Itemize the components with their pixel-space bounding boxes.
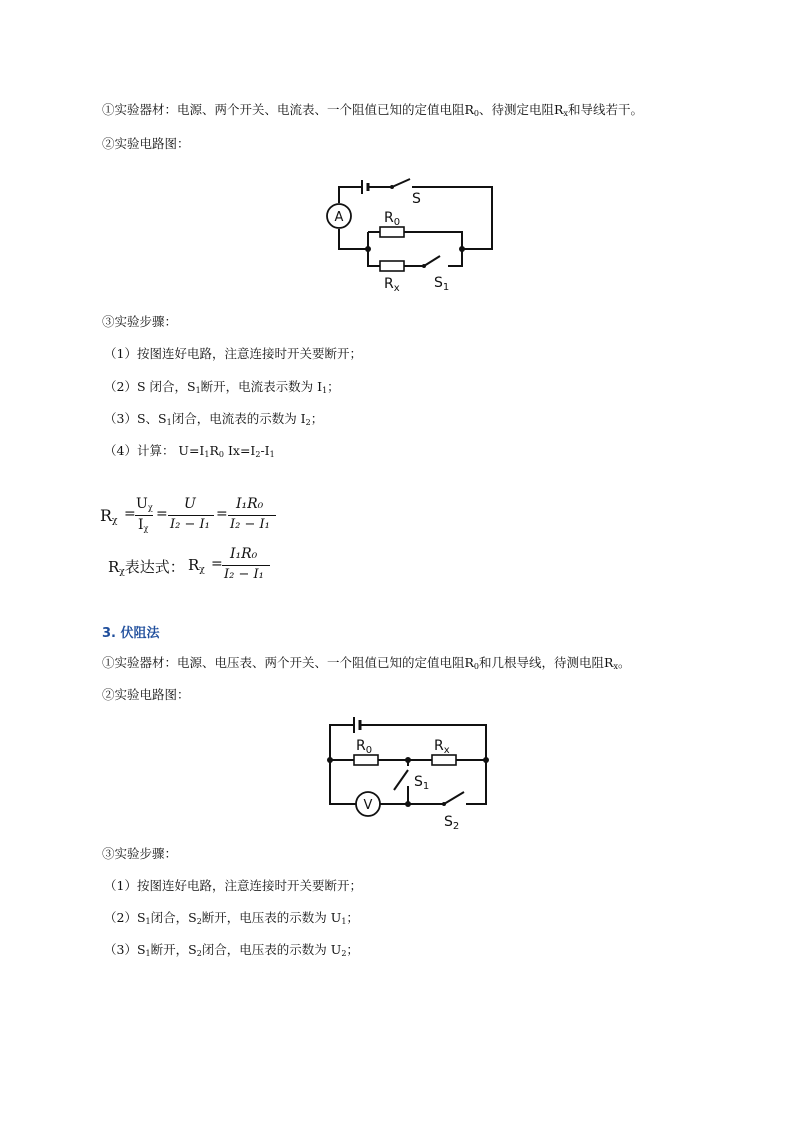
rx-resistor <box>380 261 404 271</box>
r0-resistor-v <box>354 755 378 765</box>
diagram-title-3: ②实验电路图： <box>102 687 190 702</box>
step-1-v: （1）按图连好电路，注意连接时开关要断开； <box>104 878 362 893</box>
rx-label-v: $R_x$ <box>434 738 450 756</box>
switch-s2-label: $S_2$ <box>444 814 460 832</box>
step-3-v: $(3)S_1$断开，$S_2$闭合，电压表的示数为 $U_2$； <box>104 942 359 958</box>
step-3: （3）S、$S_1$闭合，电流表的示数为 $I_2$； <box>104 411 324 427</box>
rx-resistor-v <box>432 755 456 765</box>
r0-label-v: $R_0$ <box>356 738 373 756</box>
svg-text:V: V <box>363 798 373 813</box>
step-4: （4）计算： $U=I_1R_0$ $Ix=I_2-I_1$ <box>104 443 275 459</box>
voltmeter-icon <box>356 792 380 816</box>
steps-title-3: ③实验步骤： <box>102 846 178 861</box>
materials-line: ①实验器材：电源、两个开关、电流表、一个阻值已知的定值电阻$R_0$、待测定电阻$R_x$和导线若干。 <box>102 102 643 118</box>
ammeter-circuit-diagram <box>322 170 502 296</box>
formula-rx: $R_\chi$ = $U_\chi$ $I_\chi$ = U I₂ − I₁ = I₁R₀ I₂ − I₁ <box>100 496 300 540</box>
switch-s1-label-v: $S_1$ <box>414 774 430 792</box>
rx-label: $R_x$ <box>384 276 400 294</box>
steps-title: ③实验步骤： <box>102 314 178 329</box>
r0-label: $R_0$ <box>384 210 401 228</box>
diagram-title: ②实验电路图： <box>102 136 190 151</box>
rx-expression: $R_\chi$表达式： $R_\chi$ = I₁R₀ I₂ − I₁ <box>108 546 308 590</box>
r0-resistor <box>380 227 404 237</box>
svg-text:A: A <box>334 210 344 225</box>
materials-line-3: ①实验器材：电源、电压表、两个开关、一个阻值已知的定值电阻$R_0$和几根导线，待测电阻$R_x$。 <box>102 655 631 671</box>
step-2: （2）S 闭合，$S_1$断开，电流表示数为 $I_1$； <box>104 379 340 395</box>
switch-s1-label: $S_1$ <box>434 275 450 293</box>
switch-s-label: S <box>412 191 421 207</box>
section-3-heading: 3. 伏阻法 <box>102 626 160 641</box>
voltmeter-circuit-diagram <box>322 710 498 836</box>
ammeter-icon <box>327 204 351 228</box>
step-1: （1）按图连好电路，注意连接时开关要断开； <box>104 346 362 361</box>
step-2-v: $(2)S_1$闭合，$S_2$断开，电压表的示数为 $U_1$； <box>104 910 359 926</box>
